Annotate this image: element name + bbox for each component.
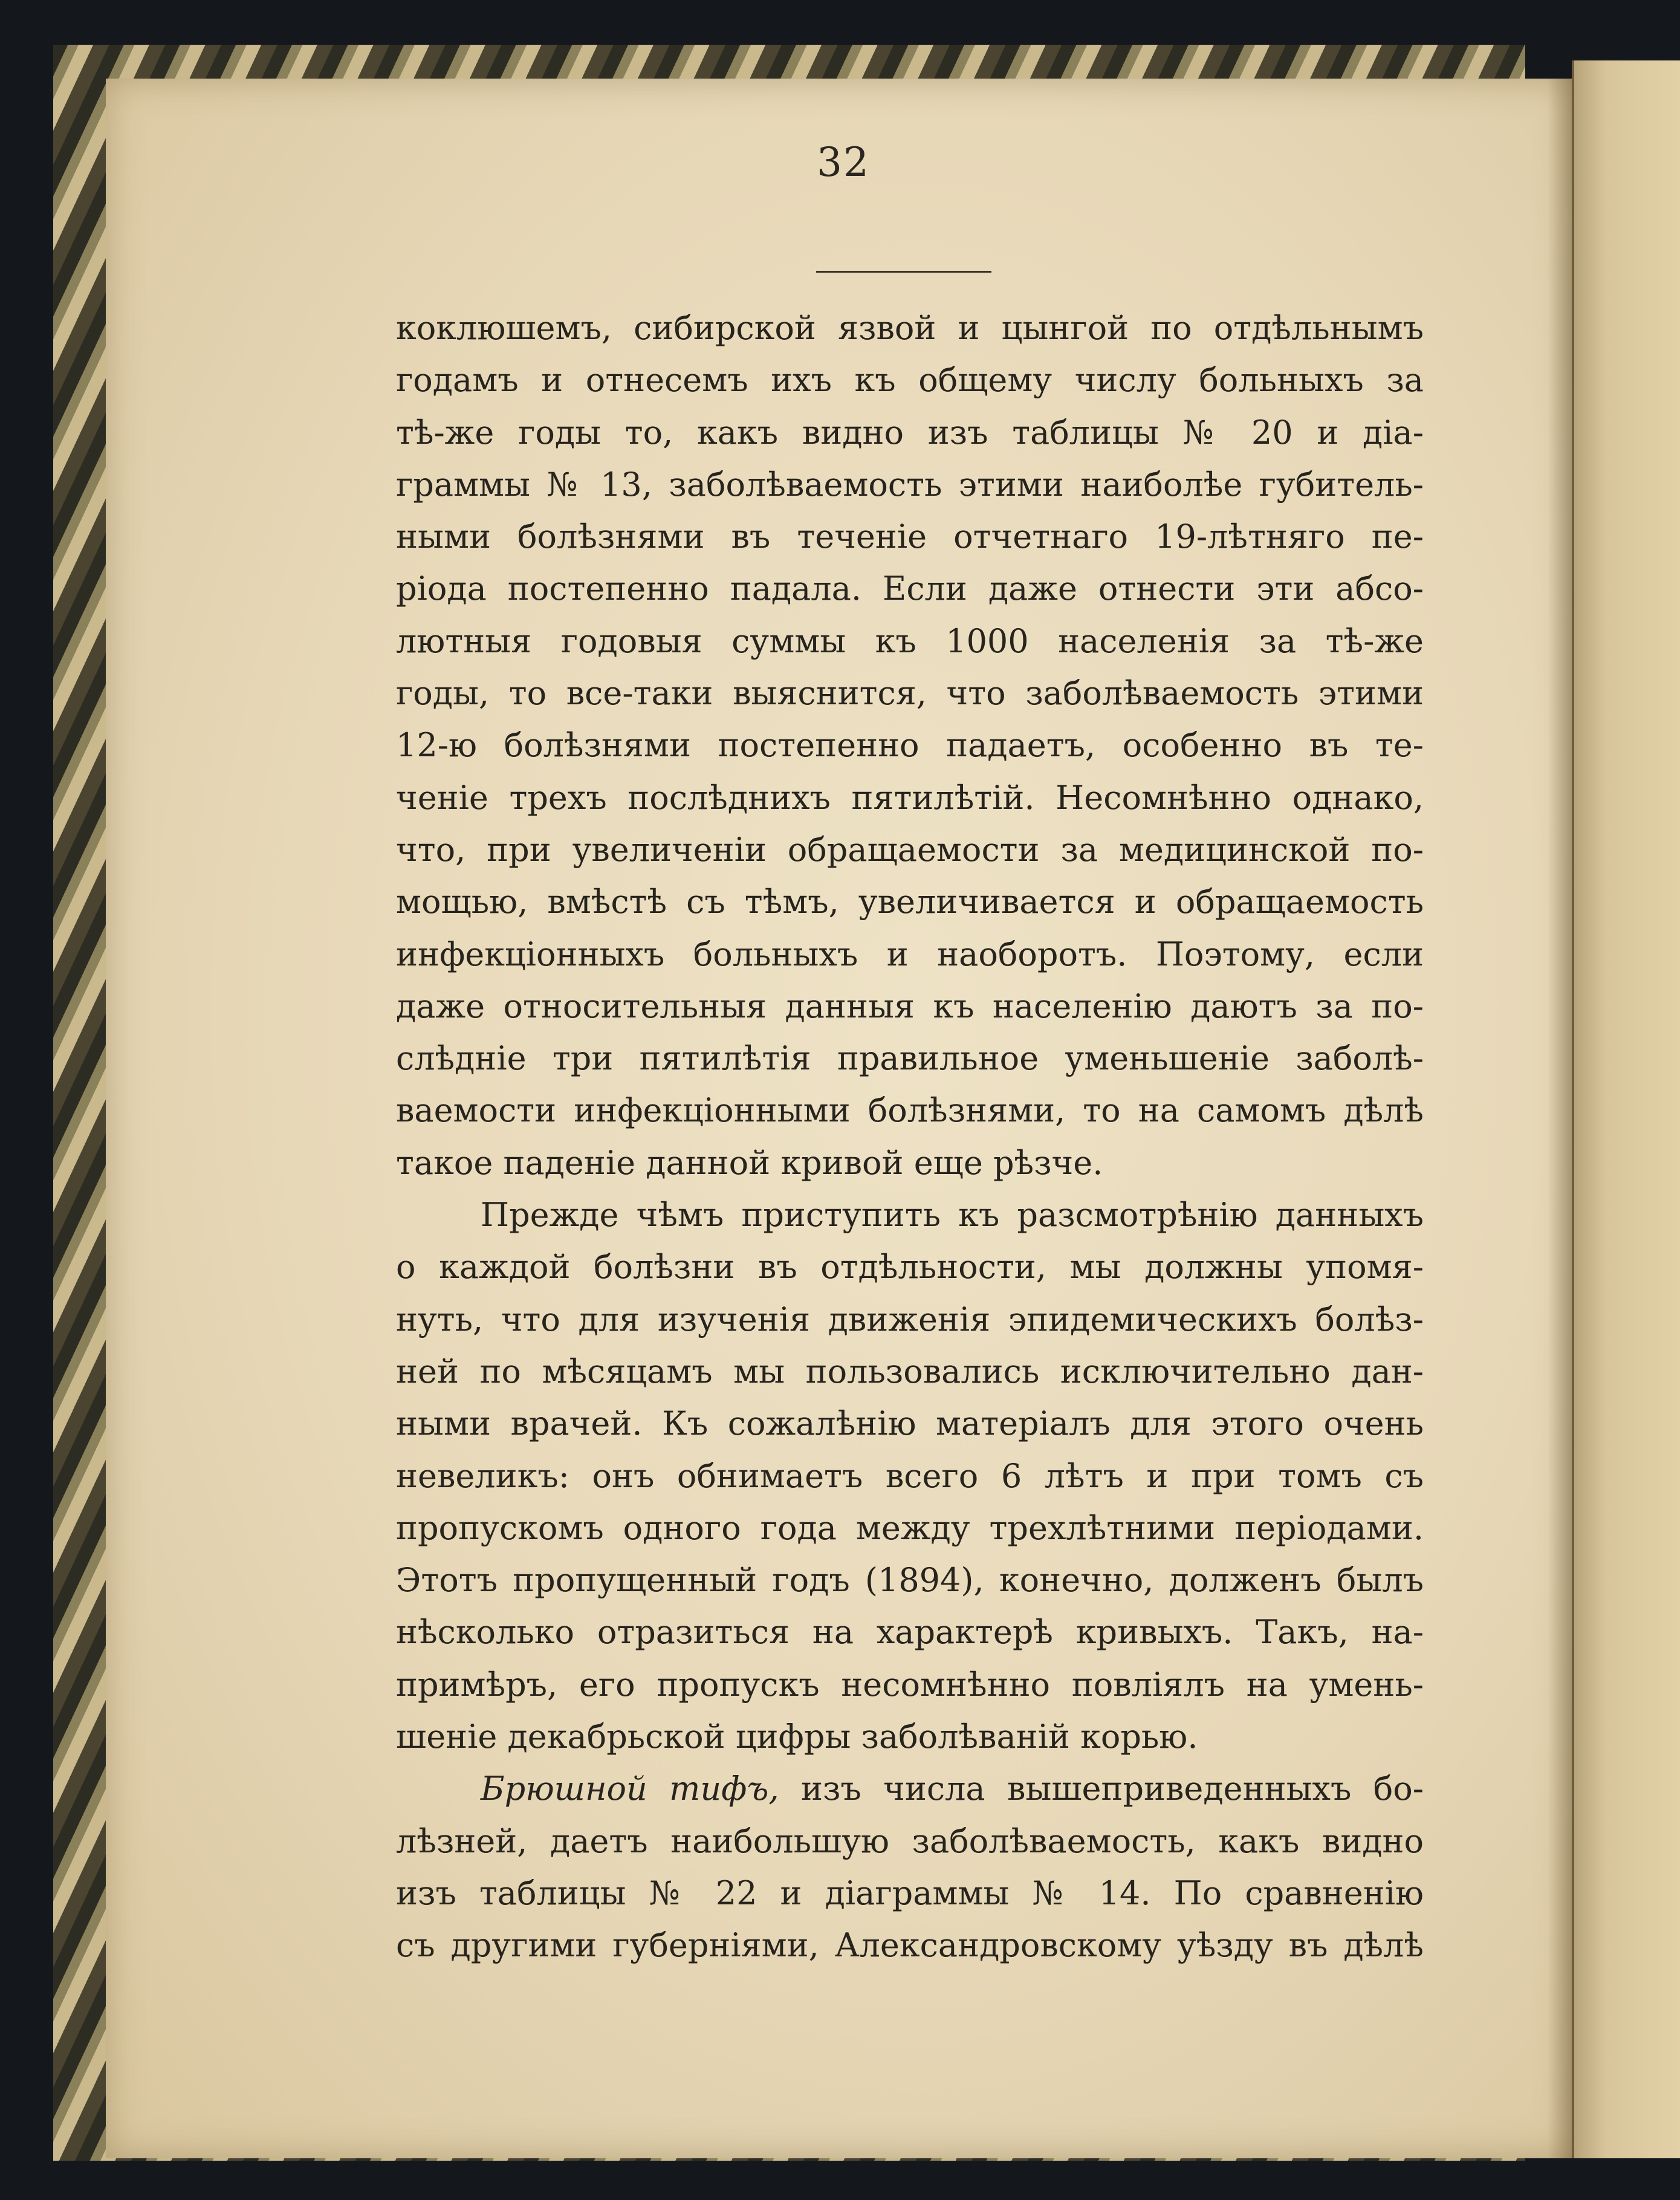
- next-page-edge: [1572, 60, 1680, 2158]
- text-line: даже относительныя данныя къ населенію даютъ за по-: [396, 987, 1424, 1025]
- text-line: примѣръ, его пропускъ несомнѣнно повліялъ на умень-: [396, 1665, 1424, 1704]
- paragraph-3: [396, 1763, 1424, 1971]
- text-line: коклюшемъ, сибирской язвой и цынгой по отдѣльнымъ: [396, 309, 1424, 347]
- body-text: [396, 302, 1424, 1972]
- text-line: 12-ю болѣзнями постепенно падаетъ, особенно въ те-: [396, 726, 1424, 765]
- text-line: нѣсколько отразиться на характерѣ кривыхъ. Такъ, на-: [396, 1613, 1424, 1652]
- text-line: нуть, что для изученія движенія эпидемическихъ болѣз-: [396, 1300, 1424, 1338]
- text-line-rest: изъ числа вышеприведенныхъ бо-: [779, 1770, 1424, 1808]
- page-gutter-shadow: [1548, 79, 1572, 2158]
- page-number: 32: [817, 139, 870, 186]
- text-line: шеніе декабрьской цифры заболѣваній корью.: [396, 1718, 1198, 1756]
- text-line: граммы № 13, заболѣваемость этими наиболѣе губитель-: [396, 465, 1424, 504]
- paragraph-1: [396, 302, 1424, 1189]
- text-line: [396, 1763, 1424, 1815]
- text-line: что, при увеличеніи обращаемости за медицинской по-: [396, 830, 1424, 869]
- text-line: о каждой болѣзни въ отдѣльности, мы должны упомя-: [396, 1248, 1424, 1287]
- text-line: слѣдніе три пятилѣтія правильное уменьшеніе заболѣ-: [396, 1039, 1424, 1078]
- text-line: изъ таблицы № 22 и діаграммы № 14. По сравненію: [396, 1874, 1424, 1912]
- text-line: ченіе трехъ послѣднихъ пятилѣтій. Несомнѣнно однако,: [396, 778, 1424, 817]
- text-line: инфекціонныхъ больныхъ и наоборотъ. Поэтому, если: [396, 935, 1424, 973]
- text-line: лютныя годовыя суммы къ 1000 населенія за тѣ-же: [396, 621, 1424, 660]
- text-line: ней по мѣсяцамъ мы пользовались исключительно дан-: [396, 1352, 1424, 1390]
- text-line: мощью, вмѣстѣ съ тѣмъ, увеличивается и обращаемость: [396, 883, 1424, 921]
- text-line: такое паденіе данной кривой еще рѣзче.: [396, 1143, 1103, 1182]
- text-line: пропускомъ одного года между трехлѣтними періодами.: [396, 1508, 1424, 1547]
- text-line: Прежде чѣмъ приступить къ разсмотрѣнію данныхъ: [481, 1196, 1424, 1235]
- text-line: ными болѣзнями въ теченіе отчетнаго 19-лѣтняго пе-: [396, 518, 1424, 556]
- text-line: невеликъ: онъ обнимаетъ всего 6 лѣтъ и при томъ съ: [396, 1456, 1424, 1495]
- text-line: Этотъ пропущенный годъ (1894), конечно, долженъ былъ: [396, 1561, 1424, 1600]
- text-line: тѣ-же годы то, какъ видно изъ таблицы № 20 и діа-: [396, 413, 1424, 452]
- italic-heading-term: Брюшной тифъ,: [481, 1770, 779, 1808]
- text-line: лѣзней, даетъ наибольшую заболѣваемость, какъ видно: [396, 1822, 1424, 1860]
- paragraph-2: [396, 1189, 1424, 1763]
- page-number-rule: [816, 271, 991, 273]
- text-line: ными врачей. Къ сожалѣнію матеріалъ для этого очень: [396, 1404, 1424, 1443]
- text-line: ріода постепенно падала. Если даже отнести эти абсо-: [396, 569, 1424, 608]
- text-line: ваемости инфекціонными болѣзнями, то на самомъ дѣлѣ: [396, 1091, 1424, 1130]
- text-line: годы, то все-таки выяснится, что заболѣваемость этими: [396, 674, 1424, 713]
- text-line: годамъ и отнесемъ ихъ къ общему числу больныхъ за: [396, 361, 1424, 400]
- text-line: съ другими губерніями, Александровскому уѣзду въ дѣлѣ: [396, 1926, 1424, 1965]
